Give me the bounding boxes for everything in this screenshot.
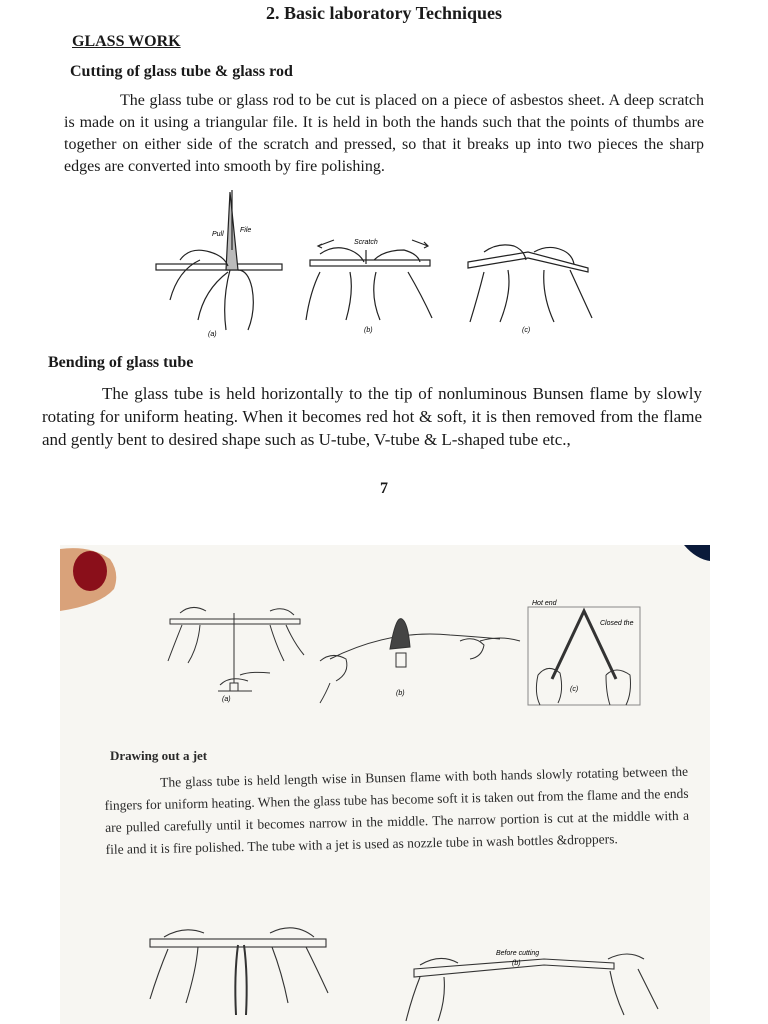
figure-label-scratch: Scratch (354, 239, 378, 246)
subheading-cutting: Cutting of glass tube & glass rod (70, 63, 293, 80)
thumb-icon (60, 545, 118, 613)
page-two (60, 545, 710, 1024)
figure-caption-a: (a) (208, 331, 217, 338)
page-number: 7 (380, 480, 388, 497)
bend-figure-caption-a: (a) (222, 696, 231, 703)
bend-figure-label-closed: Closed the (600, 620, 634, 627)
figure-label-pull: Pull (212, 231, 224, 238)
jet-figure-caption-b: (b) (512, 960, 521, 967)
bend-figure-caption-c: (c) (570, 686, 579, 693)
subheading-drawing-jet: Drawing out a jet (110, 748, 208, 763)
page-corner-shadow (684, 545, 710, 561)
chapter-title: 2. Basic laboratory Techniques (265, 3, 503, 23)
cutting-paragraph: The glass tube or glass rod to be cut is placed on a piece of asbestos sheet. A deep scratch is made on it using a triangular file. It is held in both the hands such that the points of thumbs are together on either side of the scratch and pressed, so that it breaks up into two pieces the sharp edges are converted into smooth by fire polishing. (64, 92, 704, 175)
bending-figure (160, 599, 650, 719)
bend-figure-label-hot-end: Hot end (532, 600, 557, 607)
jet-figure-label-before-cutting: Before cutting (496, 950, 540, 957)
figure-caption-c: (c) (522, 327, 531, 334)
jet-figure (144, 919, 684, 1024)
figure-caption-b: (b) (364, 327, 373, 334)
jet-paragraph: The glass tube is held length wise in Bunsen flame with both hands slowly rotating between the fingers for uniform heating. When the glass tube has become soft it is taken out from the flame and the ends are pulled carefully until it becomes narrow in the middle. The narrow portion is cut at the middle with a file and it is fire polished. The tube with a jet is used as nozzle tube in wash bottles &droppers. (104, 763, 690, 857)
section-heading-glass-work: GLASS WORK (72, 33, 181, 50)
bend-figure-caption-b: (b) (396, 690, 405, 697)
figure-label-file: File (240, 227, 252, 234)
subheading-bending: Bending of glass tube (48, 354, 194, 371)
bending-paragraph: The glass tube is held horizontally to the tip of nonluminous Bunsen flame by slowly rotating for uniform heating. When it becomes red hot & soft, it is then removed from the flame and gently bent to desired shape such as U-tube, V-tube & L-shaped tube etc., (42, 384, 702, 449)
cutting-figure (150, 180, 610, 340)
